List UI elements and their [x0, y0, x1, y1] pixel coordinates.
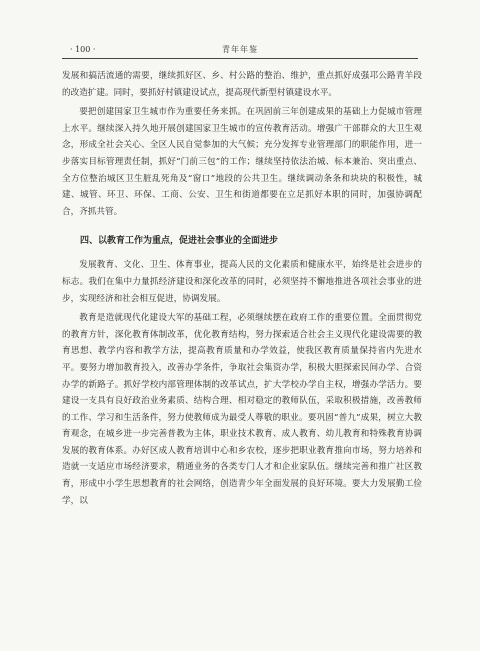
- paragraph: 要把创建国家卫生城市作为重要任务来抓。在巩固前三年创建成果的基础上力促城市管理上水平。继续深入持久地开展创建国家卫生城市的宣传教育活动。增强广干部群众的大卫生观念，形成全社会关心、全区人民自觉参加的大气候；充分发挥专业管理部门的职能作用，进一步落实目标管理责任制，抓好“门前三包”的工作；继续坚持依法治城、标本兼治、突出重点、全方位整治城区卫生脏乱死角及“窗口”地段的公共卫生。继续调动条条和块块的积极性，城建、城管、环卫、环保、工商、公安、卫生和街道都要在立足抓好本职的同时，加强协调配合，齐抓共管。: [62, 107, 422, 217]
- paragraph: 发展和搞活流通的需要，继续抓好区、乡、村公路的整治、维护，重点抓好成强邛公路青羊段的改造扩建。同时，要抓好村镇建设试点，提高现代新型村镇建设水平。: [62, 71, 422, 98]
- page-number: · 100 ·: [70, 45, 96, 54]
- running-title: 青年年鉴: [222, 45, 258, 54]
- paragraph: 教育是造就现代化建设大军的基础工程，必须继续摆在政府工作的重要位置。全面贯彻党的教育方针，深化教育体制改革，优化教育结构，努力探索适合社会主义现代化建设需要的教育思想、教学内容和教学方法，提高教育质量和办学效益，使我区教育质量保持省内先进水平。要努力增加教育投入，改善办学条件，争取社会集资办学，积极大胆探索民间办学、合资办学的新路子。抓好学校内部管理体制的改革试点，扩大学校办学自主权，增强办学活力。要建设一支具有良好政治业务素质、结构合理、相对稳定的教师队伍，采取积极措施，改善教师的工作、学习和生活条件，努力使教师成为最受人尊敬的职业。要巩固“普九”成果，树立大教育观念，在城乡进一步完善普教为主体，职业技术教育、成人教育、幼儿教育和特殊教育协调发展的教育体系。办好区成人教育培训中心和乡农校，逐步把职业教育推向市场，努力培养和造就一支适应市场经济要求，精通业务的各类专门人才和企业家队伍。继续完善和推广社区教育，形成中小学生思想教育的社会网络，创造青少年全面发展的良好环境。要大力发展勤工俭学，以: [62, 313, 422, 506]
- running-header: [62, 44, 418, 59]
- page-body: [62, 68, 422, 512]
- paragraph: 发展教育、文化、卫生、体育事业，提高人民的文化素质和健康水平，始终是社会进步的标志。我们在集中力量抓经济建设和深化改革的同时，必须坚持不懈地推进各项社会事业的进步，实现经济和社会相互促进，协调发展。: [62, 260, 422, 304]
- section-heading: 四、以教育工作为重点，促进社会事业的全面进步: [80, 236, 279, 247]
